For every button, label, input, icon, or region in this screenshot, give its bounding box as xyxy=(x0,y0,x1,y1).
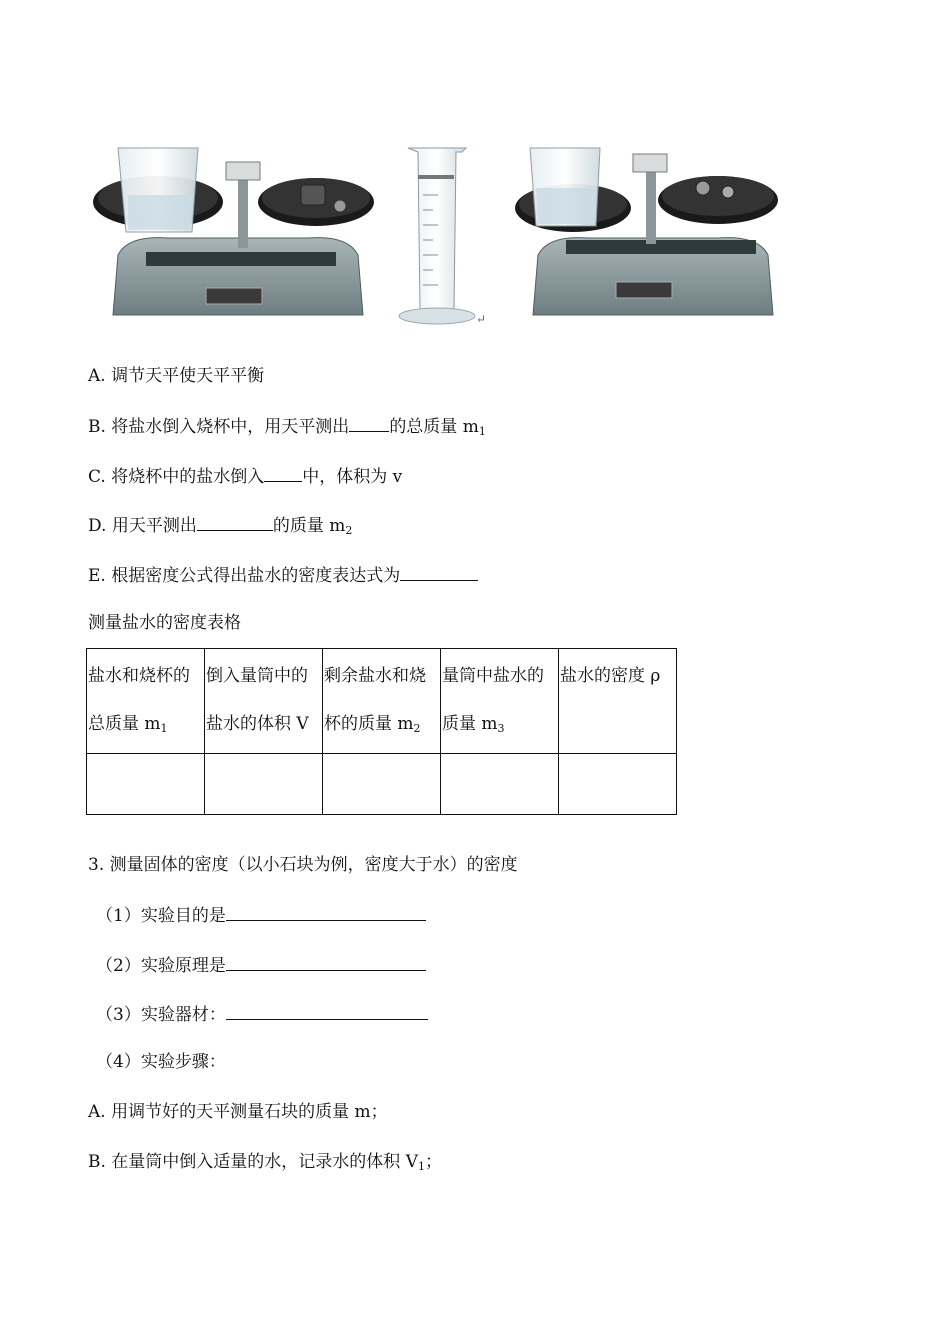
step-d: D. 用天平测出 的质量 $m_2$ xyxy=(88,512,352,543)
measuring-cylinder xyxy=(399,148,475,324)
step-e: E. 根据密度公式得出盐水的密度表达式为 xyxy=(88,562,478,588)
paragraph-return-mark: ↵ xyxy=(476,312,487,326)
table-input-cell[interactable] xyxy=(205,754,323,815)
apparatus-figure xyxy=(88,140,788,340)
table-header-cell: 盐水的密度 ρ xyxy=(559,649,677,754)
salt-density-table xyxy=(86,648,677,815)
answer-blank[interactable] xyxy=(226,902,426,921)
table-input-cell[interactable] xyxy=(87,754,205,815)
answer-blank[interactable] xyxy=(226,1001,428,1020)
step-b: B. 将盐水倒入烧杯中，用天平测出 的总质量 $m_1$ xyxy=(88,413,486,444)
answer-blank[interactable] xyxy=(349,413,389,432)
table-header-row xyxy=(87,649,677,754)
section-3-title: 3. 测量固体的密度（以小石块为例，密度大于水）的密度 xyxy=(88,855,518,875)
table-input-cell[interactable] xyxy=(323,754,441,815)
table-input-cell[interactable] xyxy=(441,754,559,815)
question-4: （4）实验步骤： xyxy=(96,1052,226,1072)
balance-with-beaker-1 xyxy=(93,148,374,315)
answer-blank[interactable] xyxy=(264,463,302,482)
step-c: C. 将烧杯中的盐水倒入 中，体积为 v xyxy=(88,463,402,489)
step-a: A. 调节天平使天平平衡 xyxy=(88,366,265,386)
table-header-cell: 盐水和烧杯的 总质量 $m_1$ xyxy=(87,649,205,754)
table-input-cell[interactable] xyxy=(559,754,677,815)
table-header-cell: 倒入量筒中的 盐水的体积 V xyxy=(205,649,323,754)
balance-with-beaker-2 xyxy=(515,148,778,315)
stone-step-b: B. 在量筒中倒入适量的水，记录水的体积 $V_1$； xyxy=(88,1152,442,1173)
question-3: （3）实验器材： xyxy=(96,1001,428,1027)
table-title: 测量盐水的密度表格 xyxy=(88,613,241,633)
table-header-cell: 量筒中盐水的 质量 $m_3$ xyxy=(441,649,559,754)
table-row xyxy=(87,754,677,815)
question-2: （2）实验原理是 xyxy=(96,952,426,978)
answer-blank[interactable] xyxy=(197,512,273,531)
stone-step-a: A. 用调节好的天平测量石块的质量 m； xyxy=(88,1102,388,1122)
table-header-cell: 剩余盐水和烧 杯的质量 $m_2$ xyxy=(323,649,441,754)
question-1: （1）实验目的是 xyxy=(96,902,426,928)
answer-blank[interactable] xyxy=(226,952,426,971)
answer-blank[interactable] xyxy=(400,562,478,581)
